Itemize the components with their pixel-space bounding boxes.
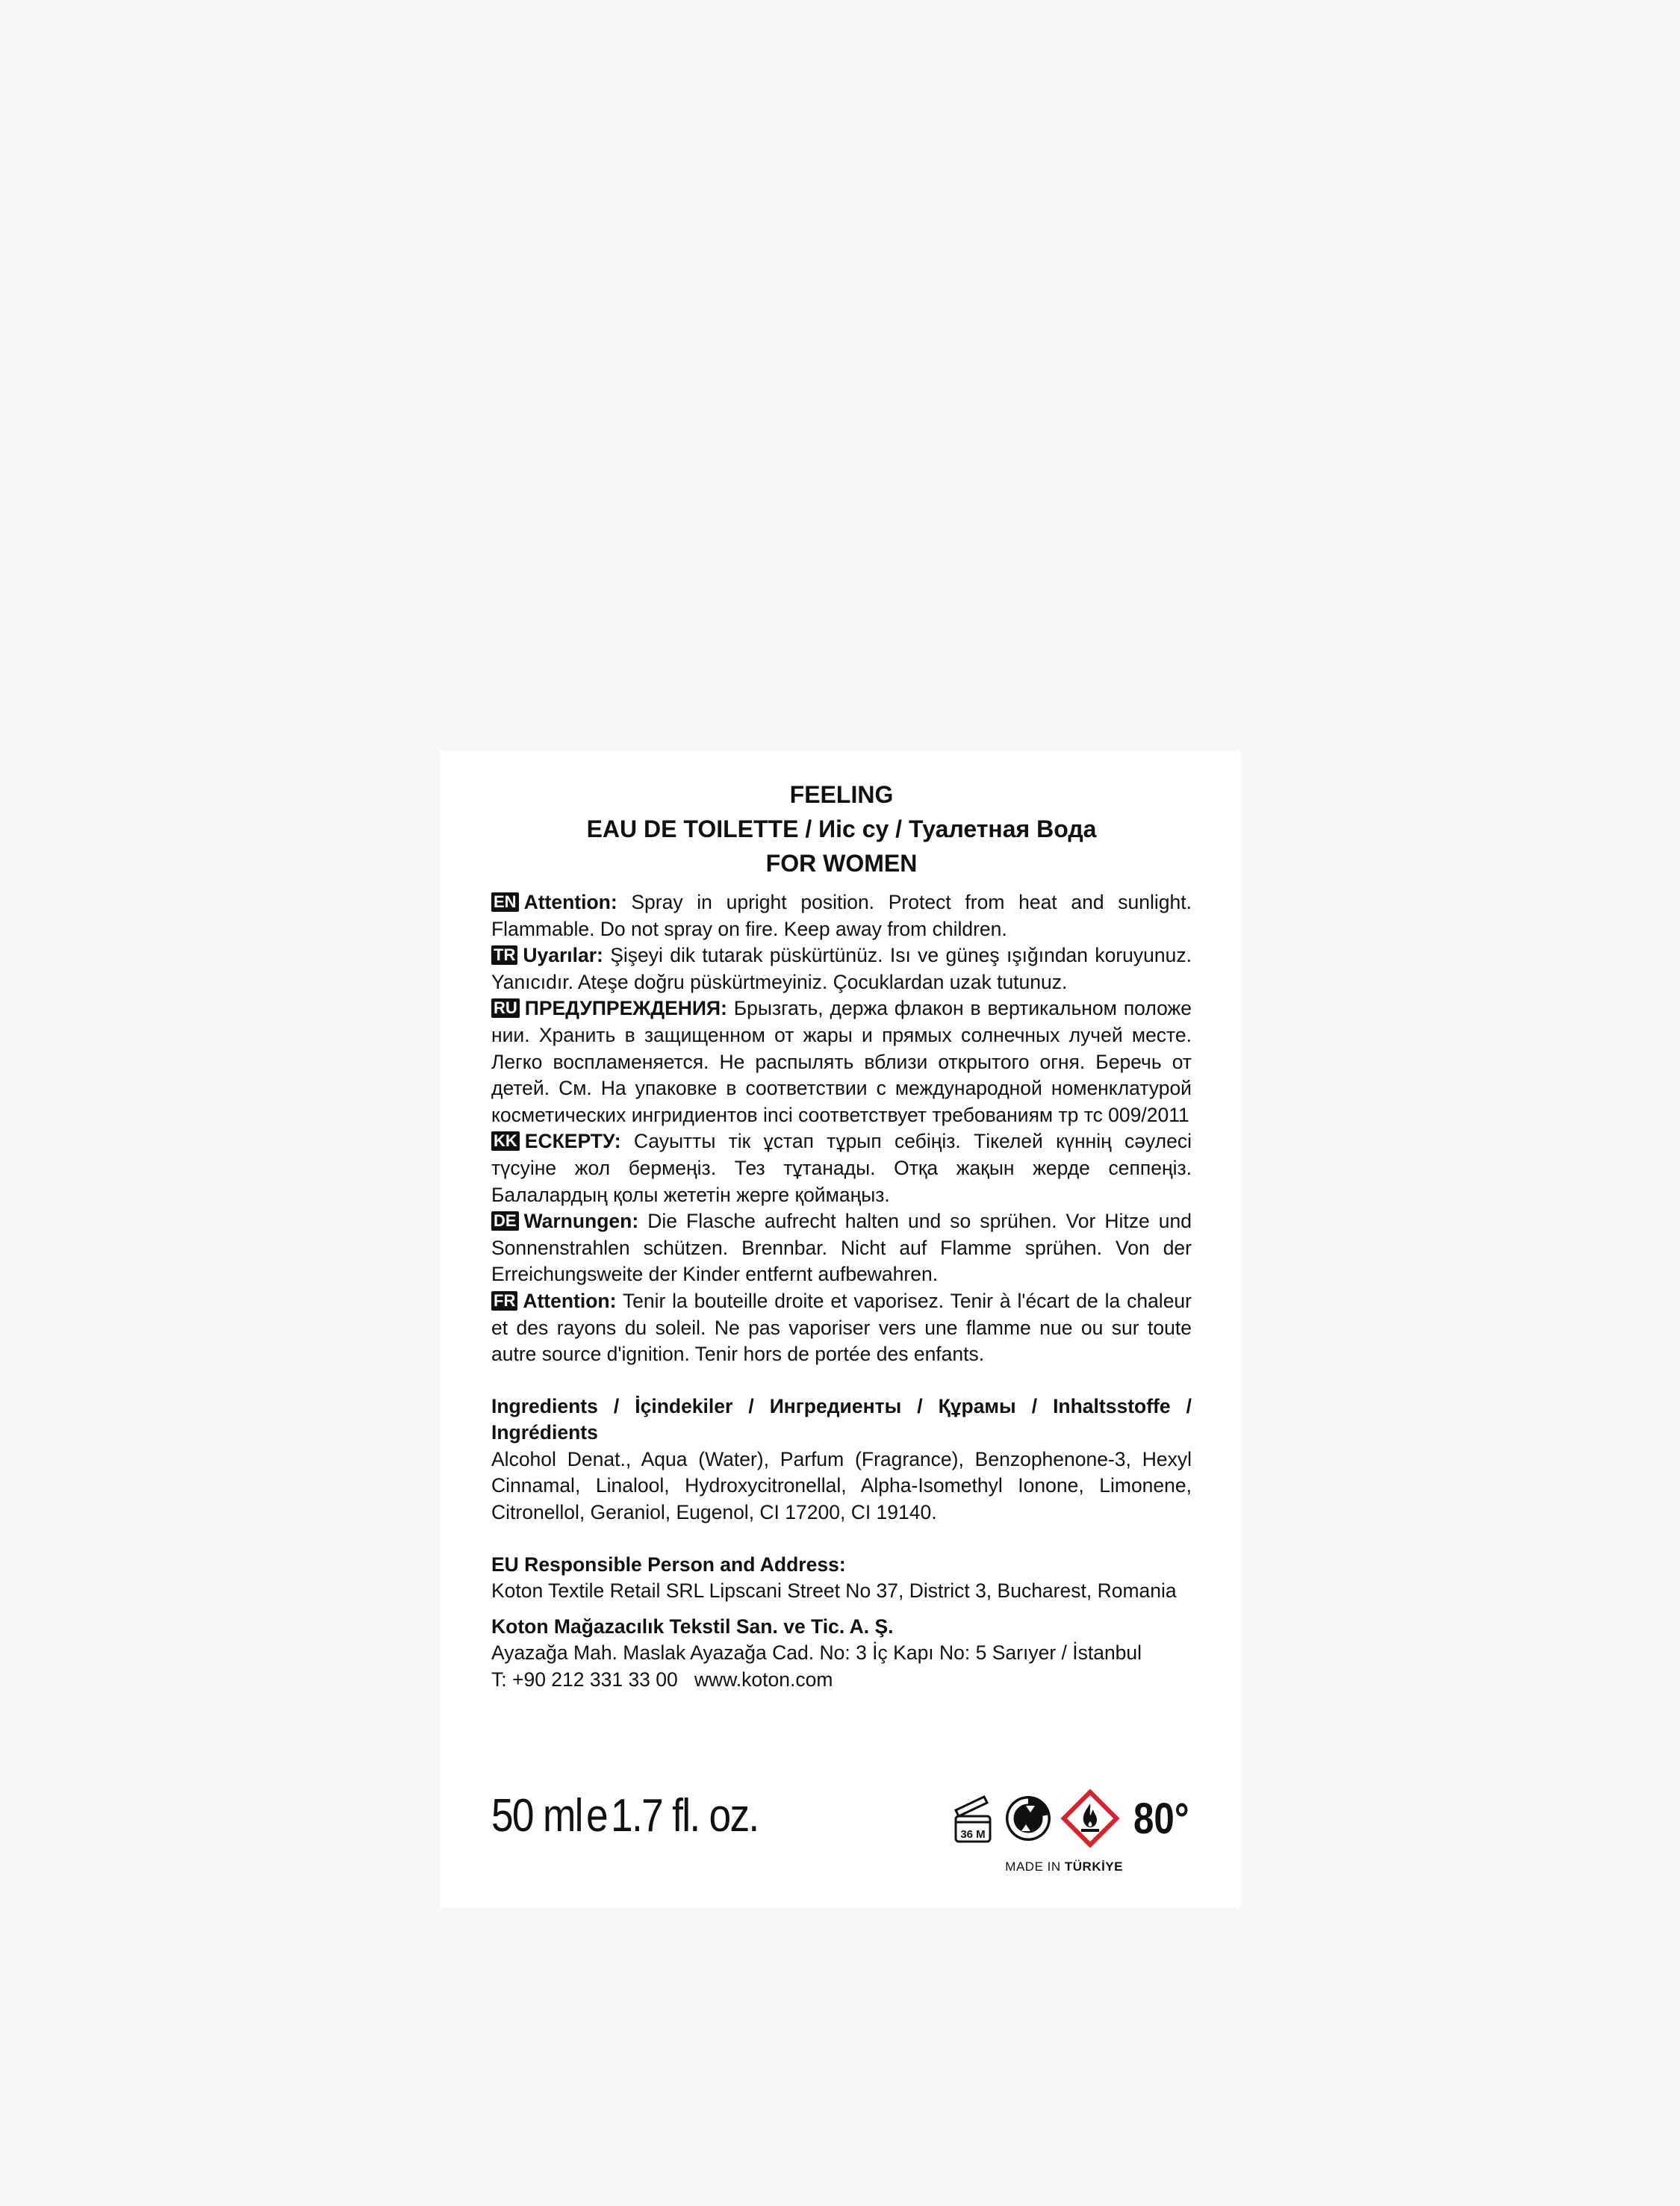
warning-text: Şişeyi dik tutarak püskürtünüz. Isı ve güneş ışığından koruyunuz. Yanıcıdır. Ateşe doğru püskürtmeyiniz. Çocuklardan uzak tutunuz. <box>491 944 1192 993</box>
volume-imperial: 1.7 fl. oz. <box>611 1790 759 1842</box>
warning-ru <box>491 995 1192 1128</box>
lang-badge: DE <box>491 1211 519 1231</box>
warnings-section <box>491 889 1192 1368</box>
made-in <box>1005 1859 1123 1874</box>
product-label <box>441 751 1241 1908</box>
company-contact <box>491 1667 1192 1694</box>
label-title <box>491 777 1192 880</box>
flammable-hazard-icon <box>1060 1789 1120 1848</box>
eu-responsible-heading: EU Responsible Person and Address: <box>491 1553 846 1576</box>
ingredients-heading: Ingredients / İçindekiler / Ингредиенты / Құрамы / Inhaltsstoffe / Ingrédients <box>491 1394 1192 1444</box>
lang-badge: RU <box>491 998 520 1018</box>
temperature-limit: 80° <box>1133 1794 1189 1843</box>
warning-text: Сауытты тік ұстап тұрып себіңіз. Тікелей күннің сәулесі түсуіне жол бермеңіз. Тез тұтанады. Отқа жақын жерде сеппеңіз. Балалардың қолы жететін жерге қоймаңыз. <box>491 1130 1192 1206</box>
eu-responsible-section <box>491 1552 1192 1605</box>
product-name: FEELING <box>789 781 894 808</box>
company-address: Ayazağa Mah. Maslak Ayazağa Cad. No: 3 İç Kapı No: 5 Sarıyer / İstanbul <box>491 1641 1142 1665</box>
company-name: Koton Mağazacılık Tekstil San. ve Tic. A. Ş. <box>491 1615 894 1638</box>
warning-heading: Attention: <box>523 891 617 913</box>
warning-heading: Warnungen: <box>523 1210 639 1233</box>
warning-fr <box>491 1288 1192 1368</box>
warning-kk <box>491 1128 1192 1208</box>
warning-text: Spray in upright position. Protect from heat and sunlight. Flammable. Do not spray on fire. Keep away from children. <box>491 891 1192 940</box>
pao-text: 36 M <box>960 1828 986 1841</box>
volume-text <box>491 1789 758 1842</box>
made-in-country: TÜRKİYE <box>1064 1859 1123 1874</box>
company-phone: T: +90 212 331 33 00 <box>491 1668 678 1691</box>
warning-de <box>491 1208 1192 1288</box>
ingredients-section <box>491 1393 1192 1526</box>
eu-responsible-address: Koton Textile Retail SRL Lipscani Street No 37, District 3, Bucharest, Romania <box>491 1579 1177 1603</box>
green-dot-icon <box>1004 1794 1053 1843</box>
volume-symbols-row <box>491 1785 1192 1882</box>
lang-badge: FR <box>491 1291 517 1311</box>
volume-metric: 50 ml <box>491 1790 582 1842</box>
lang-badge: KK <box>491 1131 520 1151</box>
warning-text: Die Flasche aufrecht halten und so sprühen. Vor Hitze und Sonnenstrahlen schützen. Brennbar. Nicht auf Flamme sprühen. Von der Erreichungsweite der Kinder entfernt aufbewahren. <box>491 1210 1192 1286</box>
warning-text: Tenir la bouteille droite et vaporisez. Tenir à l'écart de la chaleur et des rayons du soleil. Ne pas vaporiser vers une flamme nue ou sur toute autre source d'ignition. Tenir hors de portée des enfants. <box>491 1289 1192 1366</box>
warning-heading: Uyarılar: <box>523 944 603 967</box>
company-section <box>491 1614 1192 1694</box>
open-jar-icon <box>951 1792 996 1845</box>
made-in-prefix: MADE IN <box>1005 1859 1061 1874</box>
product-type: EAU DE TOILETTE / Иіс су / Туалетная Вода <box>586 815 1097 842</box>
warning-heading: ЕСКЕРТУ: <box>524 1130 621 1153</box>
symbols-group <box>951 1792 1192 1845</box>
warning-heading: ПРЕДУПРЕЖДЕНИЯ: <box>524 997 727 1020</box>
warning-tr <box>491 942 1192 995</box>
warning-text: Брызгать, держа флакон в вертикальном положе нии. Хранить в защищенном от жары и прямых солнечных лучей месте. Легко воспламеняется. Не распылять вблизи открытого огня. Беречь от детей. См. На упаковке в соответствии с международной номенклатурой косметических ингридиентов inci соответствует требованиям тр тс 009/2011 <box>491 997 1192 1126</box>
lang-badge: EN <box>491 892 519 912</box>
product-audience: FOR WOMEN <box>765 850 918 877</box>
ingredients-list: Alcohol Denat., Aqua (Water), Parfum (Fragrance), Benzophenone-3, Hexyl Cinnamal, Linalool, Hydroxycitronellal, Alpha-Isomethyl Ionone, Limonene, Citronellol, Geraniol, Eugenol, CI 17200, CI 19140. <box>491 1447 1192 1524</box>
warning-en <box>491 889 1192 942</box>
warning-heading: Attention: <box>523 1289 617 1312</box>
company-website: www.koton.com <box>694 1668 833 1691</box>
lang-badge: TR <box>491 945 517 965</box>
estimated-sign-icon: e <box>585 1790 607 1842</box>
